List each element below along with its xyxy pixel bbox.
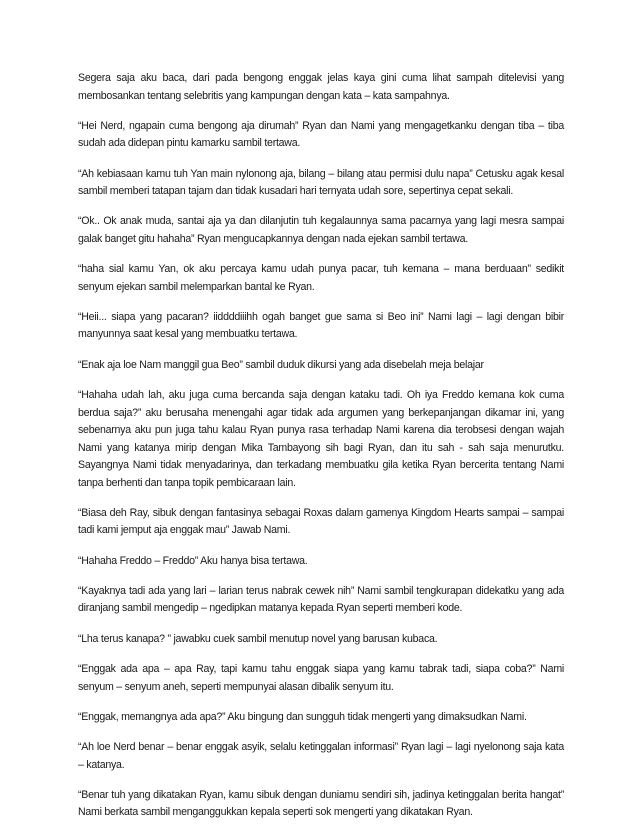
paragraph-13: “Enggak ada apa – apa Ray, tapi kamu tahu enggak siapa yang kamu tabrak tadi, siapa coba?” Nami senyum – senyum aneh, seperti mempunyai alasan dibalik senyum itu. [78, 663, 564, 693]
paragraph-9: “Biasa deh Ray, sibuk dengan fantasinya sebagai Roxas dalam gamenya Kingdom Hearts sampai – sampai tadi kami jemput aja enggak mau” Jawab Nami. [78, 506, 564, 537]
paragraph-2: “Hei Nerd, ngapain cuma bengong aja dirumah” Ryan dan Nami yang mengagetkanku dengan tiba – tiba sudah ada didepan pintu kamarku sambil tertawa. [78, 119, 564, 150]
paragraph-11: “Kayaknya tadi ada yang lari – larian terus nabrak cewek nih” Nami sambil tengkurapan didekatku yang ada diranjang sambil mengedip – ngedipkan matanya kepada Ryan seperti memberi kode. [78, 584, 564, 615]
paragraph-6: “Heii... siapa yang pacaran? iiddddiiihh ogah banget gue sama si Beo ini” Nami lagi – lagi dengan bibir manyunnya saat kesal yang membuatku tertawa. [78, 310, 564, 341]
paragraph-7: “Enak aja loe Nam manggil gua Beo” sambil duduk dikursi yang ada disebelah meja belajar [78, 358, 484, 371]
paragraph-15: “Ah loe Nerd benar – benar enggak asyik, selalu ketinggalan informasi” Ryan lagi – lagi nyelonong saja kata – katanya. [78, 741, 564, 771]
paragraph-8: “Hahaha udah lah, aku juga cuma bercanda saja dengan kataku tadi. Oh iya Freddo kemana kok cuma berdua saja?” aku berusaha menengahi agar tidak ada argumen yang berkepanjangan dikamar ini, yang sebenarnya aku pun juga tahu kalau Ryan punya rasa terhadap Nami karena dia terobsesi dengan wajah Nami yang katanya mirip dengan Mika Tambayong sih bagi Ryan, dan itu sah - sah saja menurutku. Sayangnya Nami tidak menyadarinya, dan terkadang membuatku gila ketika Ryan bercerita tentang Nami tanpa berhenti dan tanpa topik pembicaraan lain. [78, 389, 564, 489]
paragraph-10: “Hahaha Freddo – Freddo” Aku hanya bisa tertawa. [78, 554, 308, 567]
paragraph-12: “Lha terus kanapa? ” jawabku cuek sambil menutup novel yang barusan kubaca. [78, 632, 438, 645]
paragraph-16: “Benar tuh yang dikatakan Ryan, kamu sibuk dengan duniamu sendiri sih, jadinya ketinggalan berita hangat” Nami berkata sambil menganggukkan kepala seperti sok mengerti yang dikatakan Ryan. [78, 788, 564, 819]
paragraph-5: “haha sial kamu Yan, ok aku percaya kamu udah punya pacar, tuh kemana – mana berduaan” sedikit senyum ejekan sambil melemparkan bantal ke Ryan. [78, 263, 564, 293]
paragraph-1: Segera saja aku baca, dari pada bengong enggak jelas kaya gini cuma lihat sampah ditelevisi yang membosankan tentang selebritis yang kampungan dengan kata – kata sampahnya. [78, 72, 564, 102]
paragraph-3: “Ah kebiasaan kamu tuh Yan main nylonong aja, bilang – bilang atau permisi dulu napa” Cetusku agak kesal sambil memberi tatapan tajam dan tidak kusadari hari ternyata udah sore, sepertinya cepat sekali. [78, 167, 564, 198]
paragraph-4: “Ok.. Ok anak muda, santai aja ya dan dilanjutin tuh kegalaunnya sama pacarnya yang lagi mesra sampai galak banget gitu hahaha” Ryan mengucapkannya dengan nada ejekan sambil tertawa. [78, 215, 564, 245]
paragraph-14: “Enggak, memangnya ada apa?” Aku bingung dan sungguh tidak mengerti yang dimaksudkan Nami. [78, 710, 527, 723]
